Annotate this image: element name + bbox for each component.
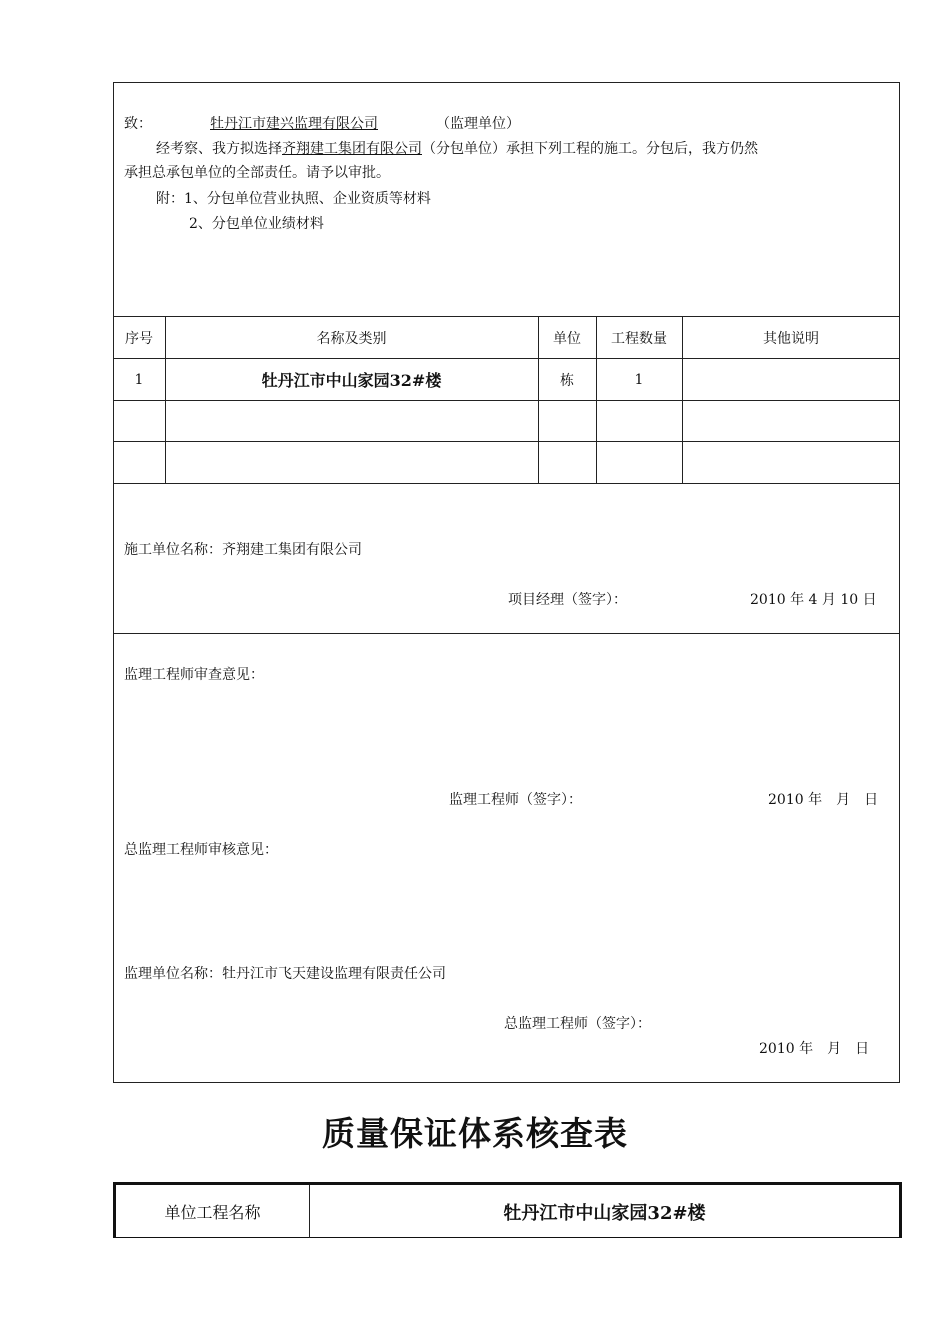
attachment-2: 2、分包单位业绩材料 (189, 216, 324, 232)
project-label: 单位工程名称 (164, 1203, 261, 1222)
row1-unit: 栋 (560, 372, 574, 389)
chief-opinion-label: 总监理工程师审核意见： (124, 842, 278, 858)
row3-name (165, 442, 538, 483)
project-name: 牡丹江市中山家园32#楼 (503, 1202, 706, 1224)
header-quantity: 工程数量 (611, 330, 667, 347)
letter-paragraph (156, 138, 758, 158)
row1-notes (682, 359, 900, 400)
row1-name: 牡丹江市中山家园32#楼 (261, 371, 442, 390)
attachment-1: 附：1、分包单位营业执照、企业资质等材料 (156, 191, 431, 207)
row1-serial: 1 (134, 371, 144, 388)
subcontractor-name: 齐翔建工集团有限公司 (282, 141, 422, 157)
row2-serial (113, 401, 165, 441)
row-divider (113, 483, 900, 484)
row2-name (165, 401, 538, 441)
letter-paragraph-line2: 承担总承包单位的全部责任。请予以审批。 (124, 165, 390, 181)
chief-signature: 总监理工程师（签字）： (504, 1016, 651, 1032)
row3-serial (113, 442, 165, 483)
row-divider (113, 633, 900, 634)
quality-check-title: 质量保证体系核查表 (322, 1114, 628, 1153)
para-prefix: 经考察、我方拟选择 (156, 141, 282, 157)
engineer-date: 2010 年 月 日 (768, 792, 879, 808)
header-unit: 单位 (553, 330, 581, 347)
header-name: 名称及类别 (316, 330, 387, 347)
contractor-date: 2010 年 4 月 10 日 (750, 592, 877, 608)
header-serial: 序号 (125, 330, 153, 347)
supervision-unit-name: 监理单位名称：牡丹江市飞天建设监理有限责任公司 (124, 966, 446, 982)
row1-quantity: 1 (634, 371, 644, 388)
engineer-opinion-label: 监理工程师审查意见： (124, 667, 264, 683)
header-notes: 其他说明 (763, 330, 819, 347)
to-prefix: 致： (124, 116, 152, 132)
project-manager-signature: 项目经理（签字）： (508, 592, 627, 608)
chief-date: 2010 年 月 日 (759, 1041, 870, 1057)
letter-to-line (124, 113, 520, 133)
contractor-name: 施工单位名称：齐翔建工集团有限公司 (124, 542, 362, 558)
to-company: 牡丹江市建兴监理有限公司 (210, 116, 378, 132)
to-role: （监理单位） (436, 116, 520, 132)
engineer-signature: 监理工程师（签字）： (449, 792, 582, 808)
para-suffix: （分包单位）承担下列工程的施工。分包后，我方仍然 (422, 141, 758, 157)
